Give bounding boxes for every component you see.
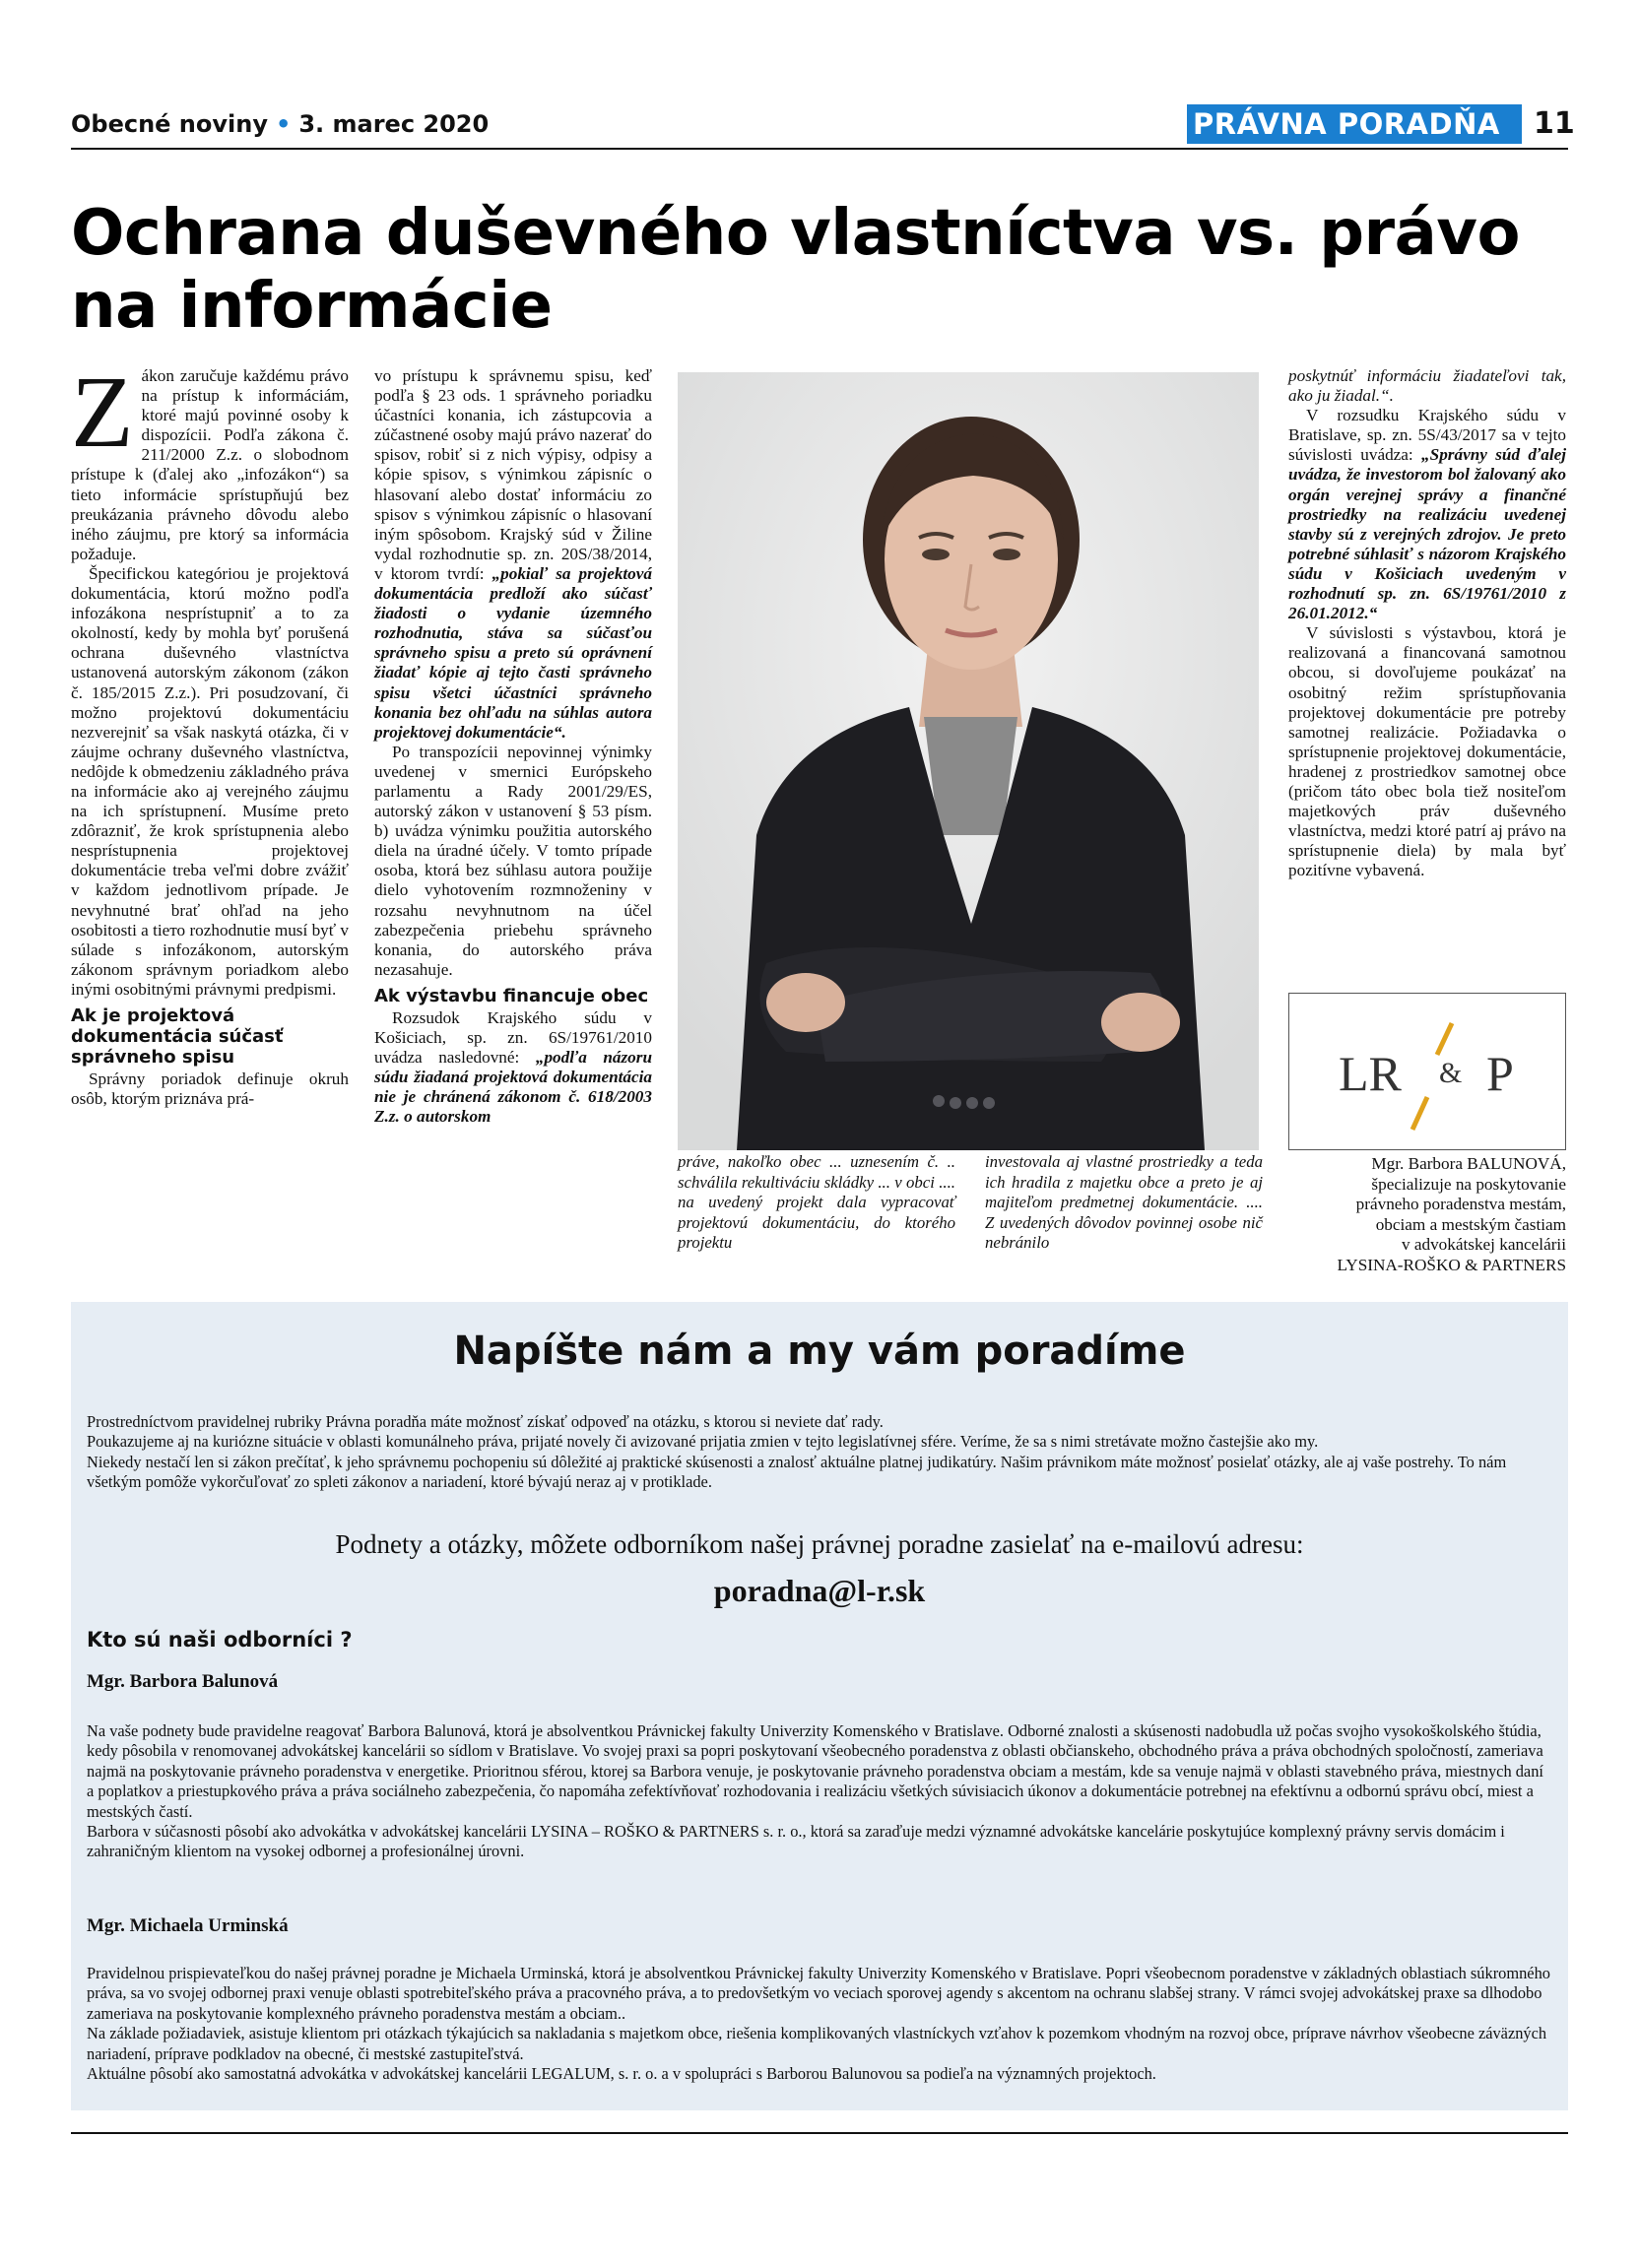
svg-text:P: P [1486,1046,1514,1101]
article-column-2 [374,366,652,1127]
article-column-4: investovala aj vlastné prostriedky a teda ich hradila z majetku obce a preto je aj majiteľom predmetnej dokumentácie. .... Z uvedených dôvodov povinnej osobe nič nebránilo [985,1152,1263,1252]
section-tag: PRÁVNA PORADŇA [1187,104,1522,144]
box-title: Napíšte nám a my vám poradíme [453,1328,1186,1374]
issue-date: 3. marec 2020 [298,110,490,138]
paper-name: Obecné noviny [71,110,268,138]
subheading: Ak je projektová dokumentácia súčasť správneho spisu [71,1005,284,1068]
portrait-photo [678,372,1259,1150]
masthead [71,110,489,138]
separator-dot: • [275,110,292,138]
author-caption: Mgr. Barbora BALUNOVÁ, špecializuje na poskytovanie právneho poradenstva mestám, obciam a mestským častiam v advokátskej kancelárii LYSINA-ROŠKO & PARTNERS [1337,1154,1566,1274]
subheading: Ak výstavbu financuje obec [374,985,649,1006]
article-column-3: práve, nakoľko obec ... uznesením č. .. schválila rekultiváciu skládky ... v obci .... na uvedený projekt dala vypracovať projektovú dokumentáciu, do ktorého projektu [678,1152,955,1252]
svg-text:LR: LR [1339,1046,1402,1101]
paragraph: V rozsudku Krajského súdu v Bratislave, sp. zn. 5S/43/2017 sa v tejto súvislosti uvádza: „Správny súd ďalej uvádza, že investorom bol žalovaný ako orgán verejnej správy a finančné prostriedky na realizáciu uvedenej stavby sú z verejných zdrojov. Je preto potrebné súhlasiť s názorom Krajského súdu v Košiciach uvedeným v rozhodnutí sp. zn. 6S/19761/2010 z 26.01.2012.“ [1288,406,1567,623]
article-title: Ochrana duševného vlastníctva vs. právo na informácie [71,197,1520,343]
page-number: 11 [1534,106,1575,141]
paragraph: Zákon zaručuje každému právo na prístup k informáciám, ktoré majú povinné osoby k dispozícii. Podľa zákona č. 211/2000 Z.z. o slobodnom prístupe k (ďalej ako „infozákon“) sa tieto informácie sprístupňujú bez preukázania právneho dôvodu alebo iného záujmu, pre ktorý sa informácia požaduje. [71,356,349,563]
expert-2-name: Mgr. Michaela Urminská [87,1915,289,1936]
contact-email-link[interactable]: poradna@l-r.sk [713,1573,926,1608]
portrait-illustration [678,372,1259,1150]
header-rule [71,148,1568,150]
lrp-logo-mark [1289,994,1565,1149]
paragraph: poskytnúť informáciu žiadateľovi tak, ako ju žiadal.“. [1288,366,1566,406]
lrp-logo [1288,993,1566,1150]
footer-rule [71,2132,1568,2134]
svg-text:&: & [1439,1057,1463,1089]
article-column-1 [71,356,349,1109]
contact-line: Podnety a otázky, môžete odborníkom našej právnej poradne zasielať na e-mailovú adresu: [335,1529,1304,1559]
expert-1-name: Mgr. Barbora Balunová [87,1671,279,1692]
expert-1-bio: Na vaše podnety bude pravidelne reagovať Barbora Balunová, ktorá je absolventkou Právnickej fakulty Univerzity Komenského v Bratislave. Odborné znalosti a skúsenosti nadobudla už počas svojho vysokoškolského štúdia, kedy pôsobila v renomovanej advokátskej kancelárii so sídlom v Bratislave. Vo svojej praxi sa popri poskytovaní všeobecného poradenstva z oblasti občianskeho, obchodného práva a práva obchodných spoločností, zameriava najmä na poskytovanie právneho poradenstva v energetike. Prioritnou sférou, ktorej sa Barbora venuje, je poskytovanie právneho poradenstva obciam a mestám, kde sa venuje najmä v oblasti stavebného práva, miestnych daní a poplatkov a priestupkového práva a práva sociálneho zabezpečenia, čo napomáha zefektívňovať rozhodovania i realizáciu všetkých súvisiacich úkonov a dokumentácie potrebnej na efektívnu a odbornú správu obcí, miest a mestských častí. Barbora v súčasnosti pôsobí ako advokátka v advokátskej kancelárii LYSINA – ROŠKO & PARTNERS s. r. o., ktorá sa zaraďuje medzi významné advokátske kancelárie poskytujúce komplexný právny servis domácim i zahraničným klientom na vysokej odbornej a profesionálnej úrovni. [87,1721,1543,1861]
box-intro: Prostredníctvom pravidelnej rubriky Právna poradňa máte možnosť získať odpoveď na otázku, s ktorou si neviete dať rady. Poukazujeme aj na kuriózne situácie v oblasti komunálneho práva, prijaté novely či avizované prijatia zmien v tejto legislatívnej sfére. Veríme, že sa s nimi stretávate možno častejšie ako my. Niekedy nestačí len si zákon prečítať, k jeho správnemu pochopeniu sú dôležité aj praktické skúsenosti a znalosť aktuálne platnej judikatúry. Našim právnikom máte možnosť posielať otázky, ale aj vaše postrehy. To nám všetkým pomôže vykorčuľovať zo spleti zákonov a nariadení, ktoré bývajú neraz aj v protiklade. [87,1412,1507,1492]
paragraph: Po transpozícii nepovinnej výnimky uvedenej v smernici Európskeho parlamentu a Rady 2001/29/ES, autorský zákon v ustanovení § 53 písm. b) uvádza výnimku použitia autorského diela na úradné účely. V tomto prípade osoba, ktorá bez súhlasu autora použije dielo vyhotovením rozmnoženiny v rozsahu nevyhnutnom na účel zabezpečenia priebehu správneho konania, do autorského práva nezasahuje. [374,742,652,979]
article-column-5 [1288,366,1566,880]
expert-2-bio: Pravidelnou prispievateľkou do našej právnej poradne je Michaela Urminská, ktorá je absolventkou Právnickej fakulty Univerzity Komenského v Bratislave. Popri všeobecnom poradenstve v základných oblastiach súkromného práva, sa vo svojej odbornej praxi venuje oblasti spotrebiteľského práva a pracovného práva, a to predovšetkým vo veciach sporovej agendy s akcentom na ochranu slabšej strany. V rámci svojej advokátskej praxe sa dlhodobo zameriava na poskytovanie komplexného právneho poradenstva mestám a obciam.. Na základe požiadaviek, asistuje klientom pri otázkach týkajúcich sa nakladania s majetkom obce, riešenia komplikovaných vlastníckych vzťahov k pozemkom vhodným na rozvoj obce, príprave návrhov všeobecne záväzných nariadení, príprave podkladov na obecné, či mestské zastupiteľstvá. Aktuálne pôsobí ako samostatná advokátka v advokátskej kancelárii LEGALUM, s. r. o. a v spolupráci s Barborou Balunovou sa podieľa na významných projektoch. [87,1964,1550,2084]
dropcap: Z [71,356,134,469]
experts-heading: Kto sú naši odborníci ? [87,1628,353,1652]
paragraph: V súvislosti s výstavbou, ktorá je realizovaná a financovaná samotnou obcou, si dovoľujeme poukázať na osobitný režim sprístupňovania projektovej dokumentácie pre potreby samotnej realizácie. Požiadavka o sprístupnenie projektovej dokumentácie, hradenej z prostriedkov samotnej obce (pričom táto obec bola tiež nositeľom majetkových práv duševného vlastníctva, medzi ktoré patrí aj právo na sprístupnenie diela) by mala byť pozitívne vybavená. [1288,623,1566,880]
paragraph: Rozsudok Krajského súdu v Košiciach, sp. zn. 6S/19761/2010 uvádza nasledovné: „podľa názoru súdu žiadaná projektová dokumentácia nie je chránená zákonom č. 618/2003 Z.z. o autorskom [374,1007,653,1127]
paragraph: Správny poriadok definuje okruh osôb, ktorým priznáva prá- [71,1069,349,1109]
paragraph: vo prístupu k správnemu spisu, keď podľa § 23 ods. 1 správneho poriadku účastníci konania, ich zástupcovia a zúčastnené osoby majú právo nazerať do spisov, robiť si z nich výpisy, odpisy a kópie spisov, s výnimkou zápisníc o hlasovaní alebo dostať informáciu zo spisov s výnimkou zápisníc o hlasovaní iným spôsobom. Krajský súd v Žiline vydal rozhodnutie sp. zn. 20S/38/2014, v ktorom tvrdí: „pokiaľ sa projektová dokumentácia predloží ako súčasť žiadosti o vydanie územného rozhodnutia, stáva sa súčasťou správneho spisu a preto sú oprávnení žiadať kópie aj tejto časti správneho spisu všetci účastníci správneho konania bez ohľadu na súhlas autora projektovej dokumentácie“. [374,366,653,742]
paragraph: Špecifickou kategóriou je projektová dokumentácia, ktorú možno podľa infozákona nesprístupniť a to za okolností, kedy by mohla byť porušená ochrana duševného vlastníctva ustanovená autorským zákonom (zákon č. 185/2015 Z.z.). Pri posudzovaní, či možno projektovú dokumentáciu nezverejniť sa však naskytá otázka, či v záujme ochrany duševného vlastníctva, nedôjde k obmedzeniu základného práva na informácie ako aj verejného záujmu na ich sprístupnení. Musíme preto zdôrazniť, že krok sprístupnenia alebo nesprístupnenia projektovej dokumentácie treba veľmi dobre zvážiť v každom jednotlivom prípade. Je nevyhnutné brať ohľad na jeho osobitosti a tiето rozhodnutie musí byť v súlade s infozákonom, autorským zákonom správnym poriadkom alebo inými osobitnými právnymi predpismi. [71,563,349,999]
